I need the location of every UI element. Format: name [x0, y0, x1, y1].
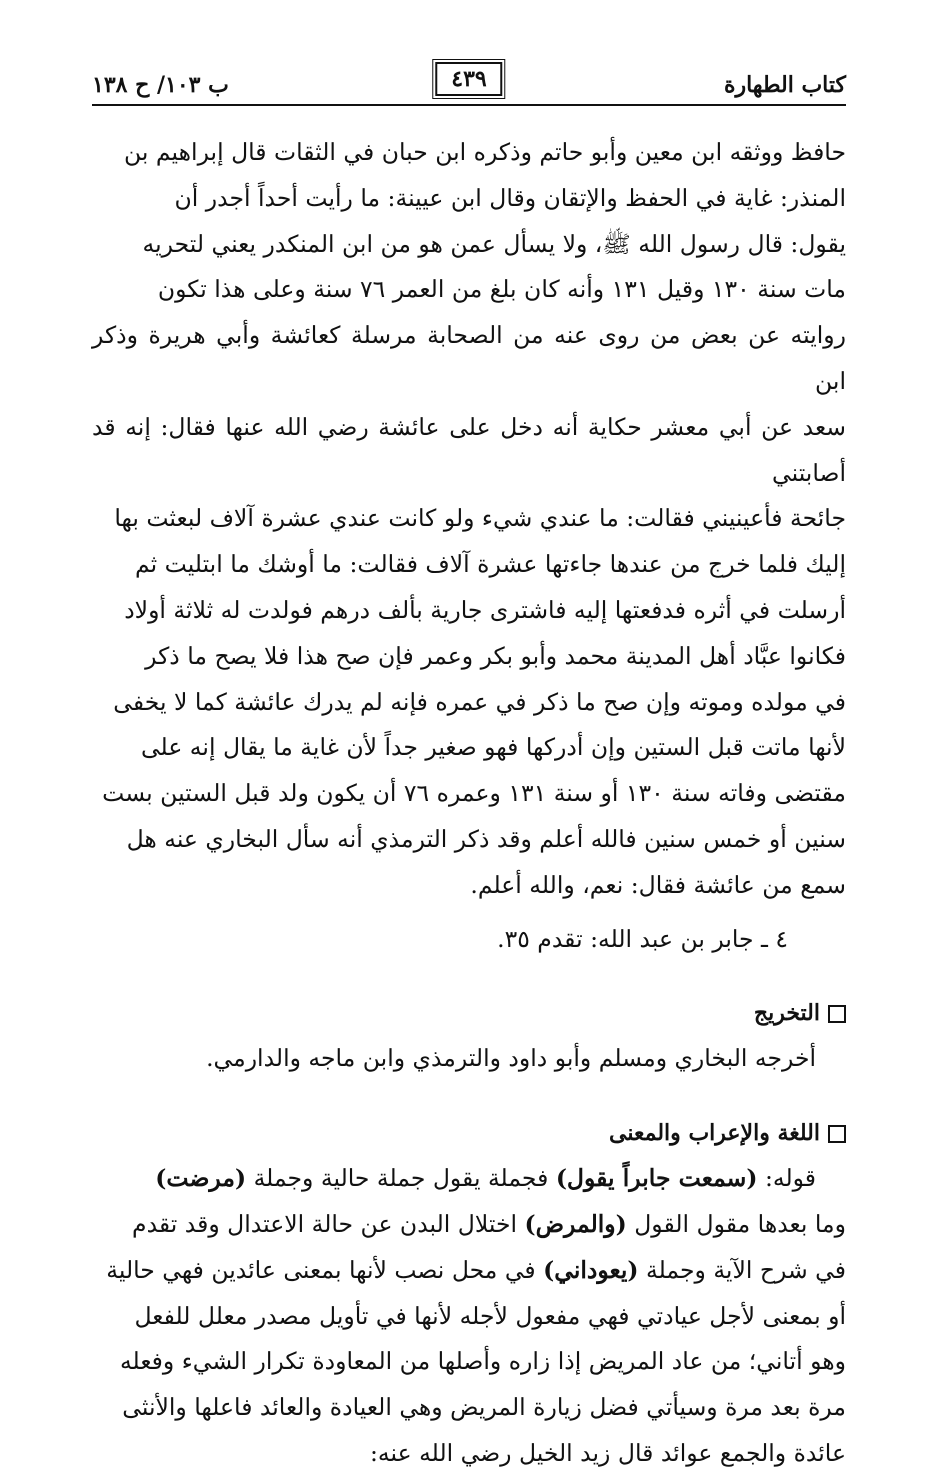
text-line: وهو أتاني؛ من عاد المريض إذا زاره وأصلها من المعاودة تكرار الشيء وفعله: [119, 1347, 846, 1376]
text-segment: فجملة يقول جملة حالية وجملة: [246, 1164, 549, 1193]
header-rule: [92, 104, 846, 106]
book-title: كتاب الطهارة: [723, 72, 846, 98]
bold-phrase: (يعوداني): [543, 1255, 639, 1284]
page-header: [92, 62, 846, 108]
text-segment: اختلال البدن عن حالة الاعتدال وقد تقدم: [132, 1209, 518, 1238]
hadith-reference: ب ١٠٣/ ح ١٣٨: [92, 72, 229, 98]
text-segment: قوله:: [757, 1164, 816, 1193]
takhrij-heading-label: التخريج: [753, 1000, 820, 1027]
text-line: مقتضى وفاته سنة ١٣٠ أو سنة ١٣١ وعمره ٧٦ أن يكون ولد قبل الستين بست: [102, 779, 846, 808]
text-line: إليك فلما خرج من عندها جاءتها عشرة آلاف فقالت: ما أوشك ما ابتليت ثم: [134, 550, 846, 579]
text-line: سمع من عائشة فقال: نعم، والله أعلم.: [470, 870, 846, 899]
text-line: في مولده وموته وإن صح ما ذكر في عمره فإنه لم يدرك عائشة كما لا يخفى: [113, 687, 846, 716]
lugha-heading-label: اللغة والإعراب والمعنى: [609, 1120, 820, 1147]
lugha-heading: [92, 1112, 846, 1156]
text-segment: في شرح الآية وجملة: [638, 1255, 846, 1284]
text-line: المنذر: غاية في الحفظ والإتقان وقال ابن عيينة: ما رأيت أحداً أجدر أن: [174, 183, 846, 212]
text-line: جائحة فأعينيني فقالت: ما عندي شيء ولو كانت عندي عشرة آلاف لبعثت بها: [114, 504, 846, 533]
takhrij-heading: [92, 992, 846, 1036]
lugha-line-2: [92, 1202, 846, 1248]
bold-phrase: (والمرض): [524, 1209, 627, 1238]
text-segment: في محل نصب لأنها بمعنى عائدين فهي حالية: [106, 1255, 536, 1284]
page-number: ٤٣٩: [435, 62, 502, 96]
text-line: أرسلت في أثره فدفعتها إليه فاشترى جارية بألف درهم فولدت له ثلاثة أولاد: [124, 595, 846, 624]
text-line: يقول: قال رسول الله ﷺ، ولا يسأل عمن هو من ابن المنكدر يعني لتحريه: [142, 229, 846, 258]
text-line: مات سنة ١٣٠ وقيل ١٣١ وأنه كان بلغ من العمر ٧٦ سنة وعلى هذا تكون: [157, 275, 846, 304]
lugha-line-1: [92, 1156, 846, 1202]
text-line: عائدة والجمع عوائد قال زيد الخيل رضي الله عنه:: [369, 1438, 846, 1467]
takhrij-text: أخرجه البخاري ومسلم وأبو داود والترمذي وابن ماجه والدارمي.: [206, 1044, 816, 1073]
text-segment: وما بعدها مقول القول: [626, 1209, 846, 1238]
text-line: حافظ ووثقه ابن معين وأبو حاتم وذكره ابن حبان في الثقات قال إبراهيم بن: [124, 138, 846, 166]
text-line: سنين أو خمس سنين فالله أعلم وقد ذكر الترمذي أنه سأل البخاري عنه هل: [126, 824, 846, 853]
bold-phrase: (مرضت): [155, 1164, 247, 1193]
narrator-item: ٤ ـ جابر بن عبد الله: تقدم ٣٥.: [497, 924, 788, 953]
checkbox-icon: [828, 1005, 846, 1023]
checkbox-icon: [828, 1125, 846, 1143]
text-line: أو بمعنى لأجل عيادتي فهي مفعول لأجله لأنها في تأويل مصدر معلل للفعل: [134, 1301, 846, 1330]
text-line: سعد عن أبي معشر حكاية أنه دخل على عائشة رضي الله عنها فقال: إنه قد أصابتني: [92, 412, 846, 487]
bold-phrase: (سمعت جابراً يقول): [555, 1164, 758, 1193]
lugha-line-3: [92, 1248, 846, 1294]
text-line: لأنها ماتت قبل الستين وإن أدركها فهو صغير جداً لأن غاية ما يقال إنه على: [140, 733, 846, 762]
text-line: مرة بعد مرة وسيأتي فضل زيارة المريض وهي العيادة والعائد فاعلها والأنثى: [122, 1393, 846, 1422]
text-line: فكانوا عبَّاد أهل المدينة محمد وأبو بكر وعمر فإن صح هذا فلا يصح ما ذكر: [145, 641, 846, 670]
body-text: [92, 130, 846, 1477]
text-line: روايته عن بعض من روى عنه من الصحابة مرسلة كعائشة وأبي هريرة وذكر ابن: [92, 321, 846, 395]
